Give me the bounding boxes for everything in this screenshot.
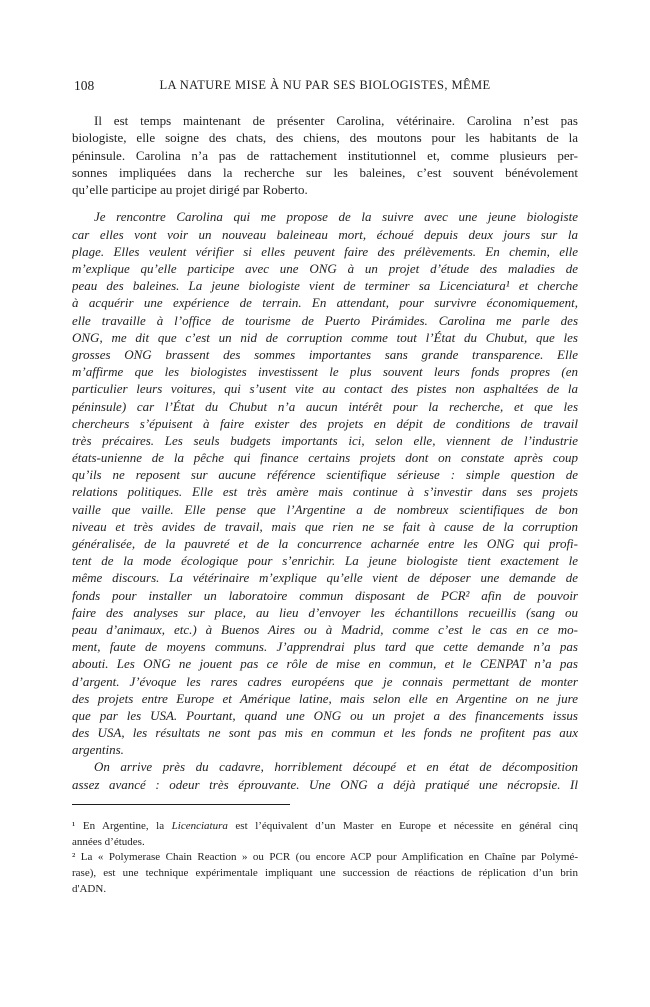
footnote-2 bbox=[72, 850, 578, 897]
text-line: chercheurs s’épuisent à faire exister des projets en dépit de conditions de travail bbox=[72, 415, 578, 431]
text-line: elle travaille à l’office de tourisme de Puerto Pirámides. Carolina me parle des bbox=[72, 312, 578, 328]
text-line: tent de la mode écologique pour s’enrichir. La jeune biologiste tient exactement le bbox=[72, 553, 578, 569]
text-line: d’argent. J’évoque les rares cadres européens que je connais permettant de monter bbox=[72, 673, 578, 689]
text-line: années d’études. bbox=[72, 835, 145, 848]
text-line: peau des baleines. La jeune biologiste vient de terminer sa Licenciatura¹ et cherche bbox=[72, 278, 578, 294]
field-note-quote bbox=[72, 208, 578, 758]
text-line: Je rencontre Carolina qui me propose de la suivre avec une jeune biologiste bbox=[94, 209, 578, 225]
text-line: grosses ONG brassent des sommes importantes sans grande transparence. Elle bbox=[72, 346, 578, 362]
paragraph-intro bbox=[72, 112, 578, 198]
text-line: m’affirme que les biologistes investissent le plus souvent leurs fonds propres (en bbox=[72, 364, 578, 380]
text-line: relations politiques. Elle est très amère mais continue à s’investir dans ses projets bbox=[72, 484, 578, 500]
text-line: qu’elle participe au projet dirigé par Roberto. bbox=[72, 182, 308, 198]
text-line: fonds pour installer un laboratoire commun disposant de PCR² afin de pouvoir bbox=[72, 587, 578, 603]
text-line: sonnes impliquées dans la recherche sur les baleines, c’est souvent bénévolement bbox=[72, 164, 578, 180]
text-column bbox=[72, 112, 578, 897]
text-line: m’explique qu’elle participe avec une ONG à un projet d’étude des maladies de bbox=[72, 261, 578, 277]
text-line: états-unienne de la pêche qui finance certains projets dont on constate après coup bbox=[72, 450, 578, 466]
text-line: généralisée, de la pauvreté et de la concurrence acharnée entre les ONG qui profi- bbox=[72, 536, 578, 552]
text-line: que par les USA. Pourtant, quand une ONG ou un projet a des financements issus bbox=[72, 707, 578, 723]
text-line: qu’ils ne reposent sur aucune référence scientifique sérieuse : simple question de bbox=[72, 467, 578, 483]
text-line: ONG, me dit que c’est un nid de corruption comme tout l’État du Chubut, que les bbox=[72, 329, 578, 345]
text-line: peau d’animaux, etc.) à Buenos Aires ou à Madrid, comme c’est le cas en ce mo- bbox=[72, 621, 578, 637]
text-line: ment, faute de moyens communs. J’apprendrai plus tard que cette demande n’a pas bbox=[72, 639, 578, 655]
text-line: argentins. bbox=[72, 742, 124, 758]
page-number: 108 bbox=[74, 78, 95, 93]
footnote-separator bbox=[72, 804, 290, 805]
text-line: des USA, les résultats ne sont pas mis en commun et les fonds ne profitent pas aux bbox=[72, 725, 578, 741]
text-run: ¹ En Argentine, la bbox=[72, 819, 172, 832]
text-line: faire des analyses sur place, au lieu d’envoyer les échantillons recueillis (sang ou bbox=[72, 604, 578, 620]
text-line: assez avancé : odeur très éprouvante. Une ONG a déjà pratiqué une nécropsie. Il bbox=[72, 776, 578, 792]
text-line: Il est temps maintenant de présenter Carolina, vétérinaire. Carolina n’est pas bbox=[94, 113, 578, 128]
text-line: On arrive près du cadavre, horriblement découpé et en état de décomposition bbox=[94, 759, 578, 775]
text-line: très précaires. Les seuls budgets importants ici, selon elle, viennent de l’industrie bbox=[72, 432, 578, 448]
text-line: rase), est une technique expérimentale impliquant une succession de réactions de réplication d’un brin bbox=[72, 866, 578, 879]
text-line: péninsule) car l’État du Chubut n’a aucun intérêt pour la recherche, et que les bbox=[72, 398, 578, 414]
text-line: particulier leurs voitures, qui s’usent vite au contact des pistes non asphaltées de la bbox=[72, 381, 578, 397]
field-note-quote-continued bbox=[72, 758, 578, 792]
text-line: vaille que vaille. Elle pense que l’Argentine a de nombreux scientifiques de bon bbox=[72, 501, 578, 517]
emphasized-text: Licenciatura bbox=[171, 819, 228, 832]
text-run: est l’équivalent d’un Master en Europe et nécessite en général cinq bbox=[227, 819, 578, 832]
footnote-1 bbox=[72, 819, 578, 850]
text-line bbox=[72, 819, 578, 835]
text-line: même discours. La vétérinaire m’explique qu’elle vient de déposer une demande de bbox=[72, 570, 578, 586]
running-head bbox=[72, 78, 578, 93]
text-line: des projets entre Europe et Amérique latine, mais selon elle en Argentine on ne jure bbox=[72, 690, 578, 706]
running-title: LA NATURE MISE À NU PAR SES BIOLOGISTES, MÊME bbox=[159, 78, 491, 92]
text-line: biologiste, elle soigne des chats, des chiens, des moutons pour les habitants de la bbox=[72, 130, 578, 146]
text-line: ² La « Polymerase Chain Reaction » ou PCR (ou encore ACP pour Amplification en Chaîne par Polymé- bbox=[72, 851, 578, 864]
text-line: niveau et très avides de travail, mais que rien ne se fait à cause de la corruption bbox=[72, 518, 578, 534]
text-line: d'ADN. bbox=[72, 882, 107, 895]
text-line: car elles vont voir un nouveau baleineau mort, échoué depuis deux jours sur la bbox=[72, 226, 578, 242]
text-line: péninsule. Carolina n’a pas de rattachement institutionnel et, comme plusieurs per- bbox=[72, 147, 578, 163]
text-line: plage. Elles veulent vérifier si elles peuvent faire des prélèvements. En chemin, elle bbox=[72, 243, 578, 259]
text-line: abouti. Les ONG ne jouent pas ce rôle de mise en commun, et le CENPAT n’a pas bbox=[72, 656, 578, 672]
text-line: à acquérir une expérience de terrain. En attendant, pour survivre économiquement, bbox=[72, 295, 578, 311]
